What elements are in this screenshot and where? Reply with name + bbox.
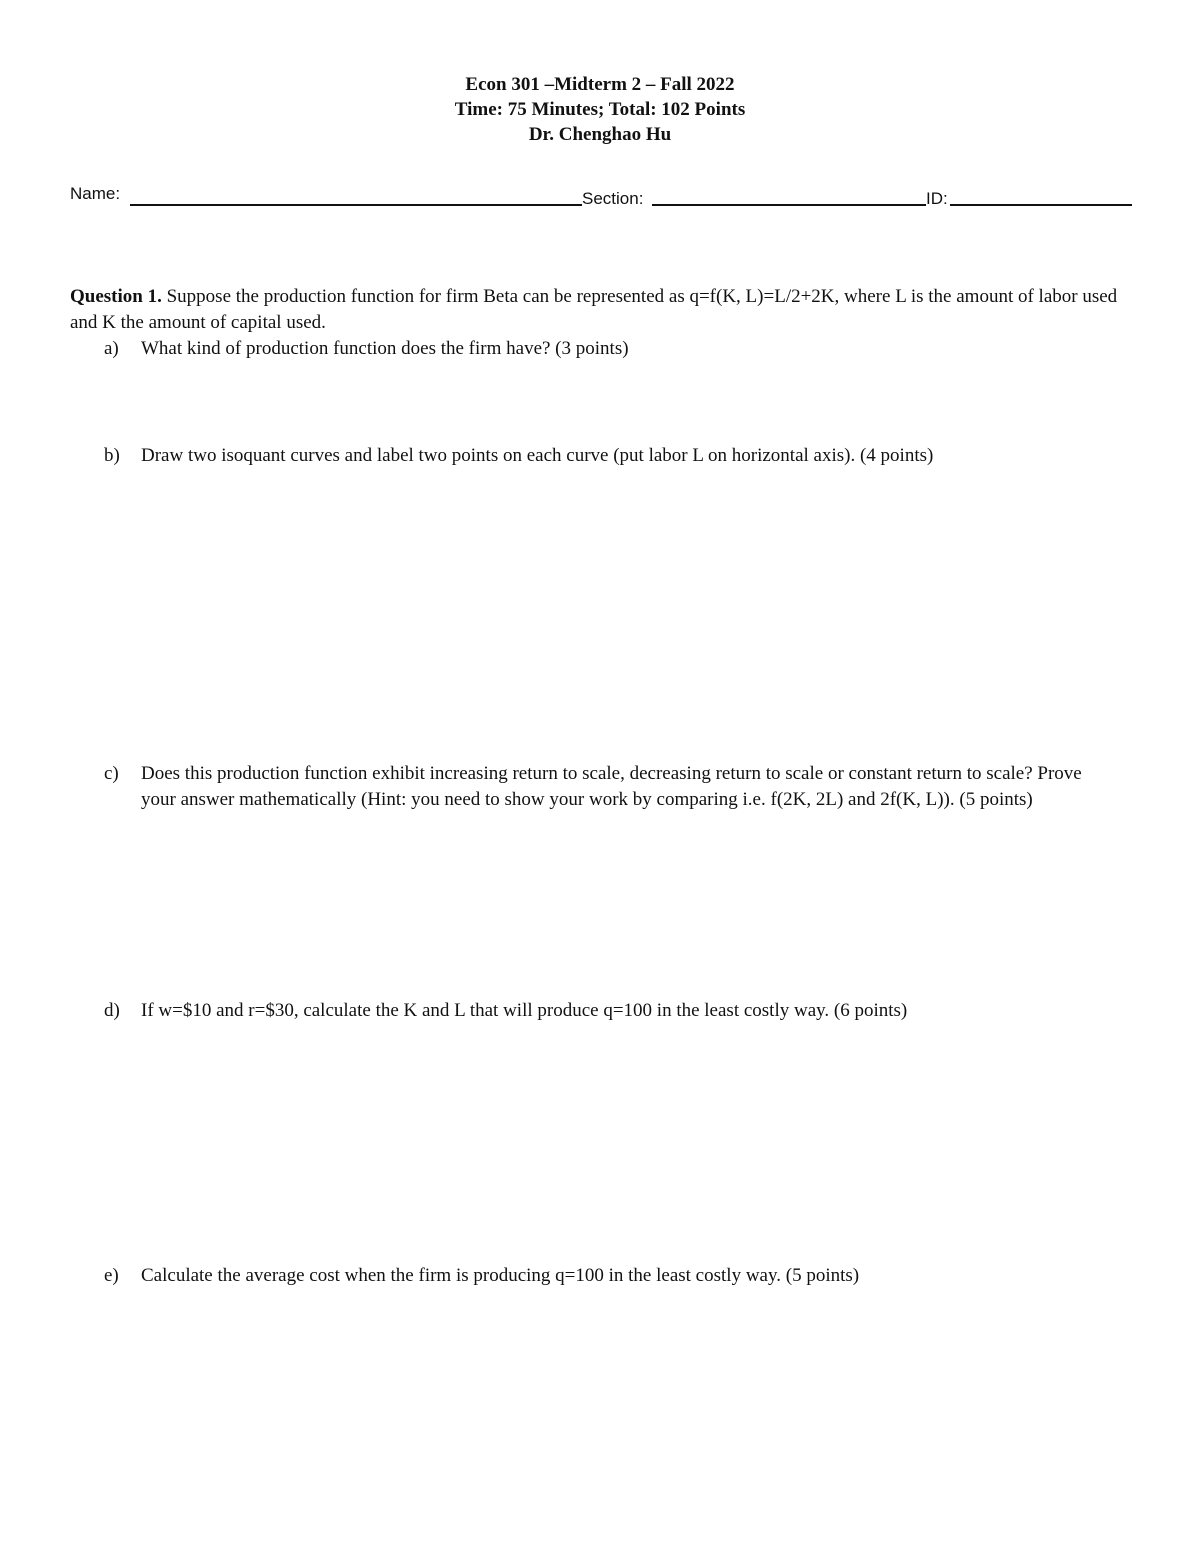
part-letter: a) [104, 338, 119, 359]
part-text: Does this production function exhibit increasing return to scale, decreasing return to scale or constant return to scale? Prove your answer mathematically (Hint: you need to show your work by comparing i.e. f(2K, 2L) and 2f(K, L)). (5 points) [141, 763, 1082, 810]
section-label: Section: [582, 189, 644, 208]
part-letter: b) [104, 445, 120, 466]
exam-title: Econ 301 –Midterm 2 – Fall 2022 [465, 74, 735, 95]
section-field-line[interactable] [652, 204, 926, 206]
part-letter: e) [104, 1265, 119, 1286]
part-letter: c) [104, 763, 119, 784]
part-text: If w=$10 and r=$30, calculate the K and L that will produce q=100 in the least costly way. (6 points) [141, 1000, 908, 1021]
question-1-text: Suppose the production function for firm Beta can be represented as q=f(K, L)=L/2+2K, where L is the amount of labor used and K the amount of capital used. [70, 286, 1118, 333]
student-info-row [70, 182, 1132, 212]
question-1-intro [70, 284, 1130, 336]
part-text: Draw two isoquant curves and label two points on each curve (put labor L on horizontal axis). (4 points) [141, 445, 934, 466]
question-1-title: Question 1. [70, 286, 162, 307]
id-label: ID: [926, 189, 948, 208]
part-text: Calculate the average cost when the firm is producing q=100 in the least costly way. (5 points) [141, 1265, 860, 1286]
part-letter: d) [104, 1000, 120, 1021]
name-field-line[interactable] [130, 204, 582, 206]
name-label: Name: [70, 184, 121, 203]
part-text: What kind of production function does the firm have? (3 points) [141, 338, 629, 359]
id-field-line[interactable] [950, 204, 1132, 206]
exam-time-total: Time: 75 Minutes; Total: 102 Points [454, 99, 746, 120]
exam-header [0, 72, 1200, 147]
exam-instructor: Dr. Chenghao Hu [528, 124, 672, 145]
